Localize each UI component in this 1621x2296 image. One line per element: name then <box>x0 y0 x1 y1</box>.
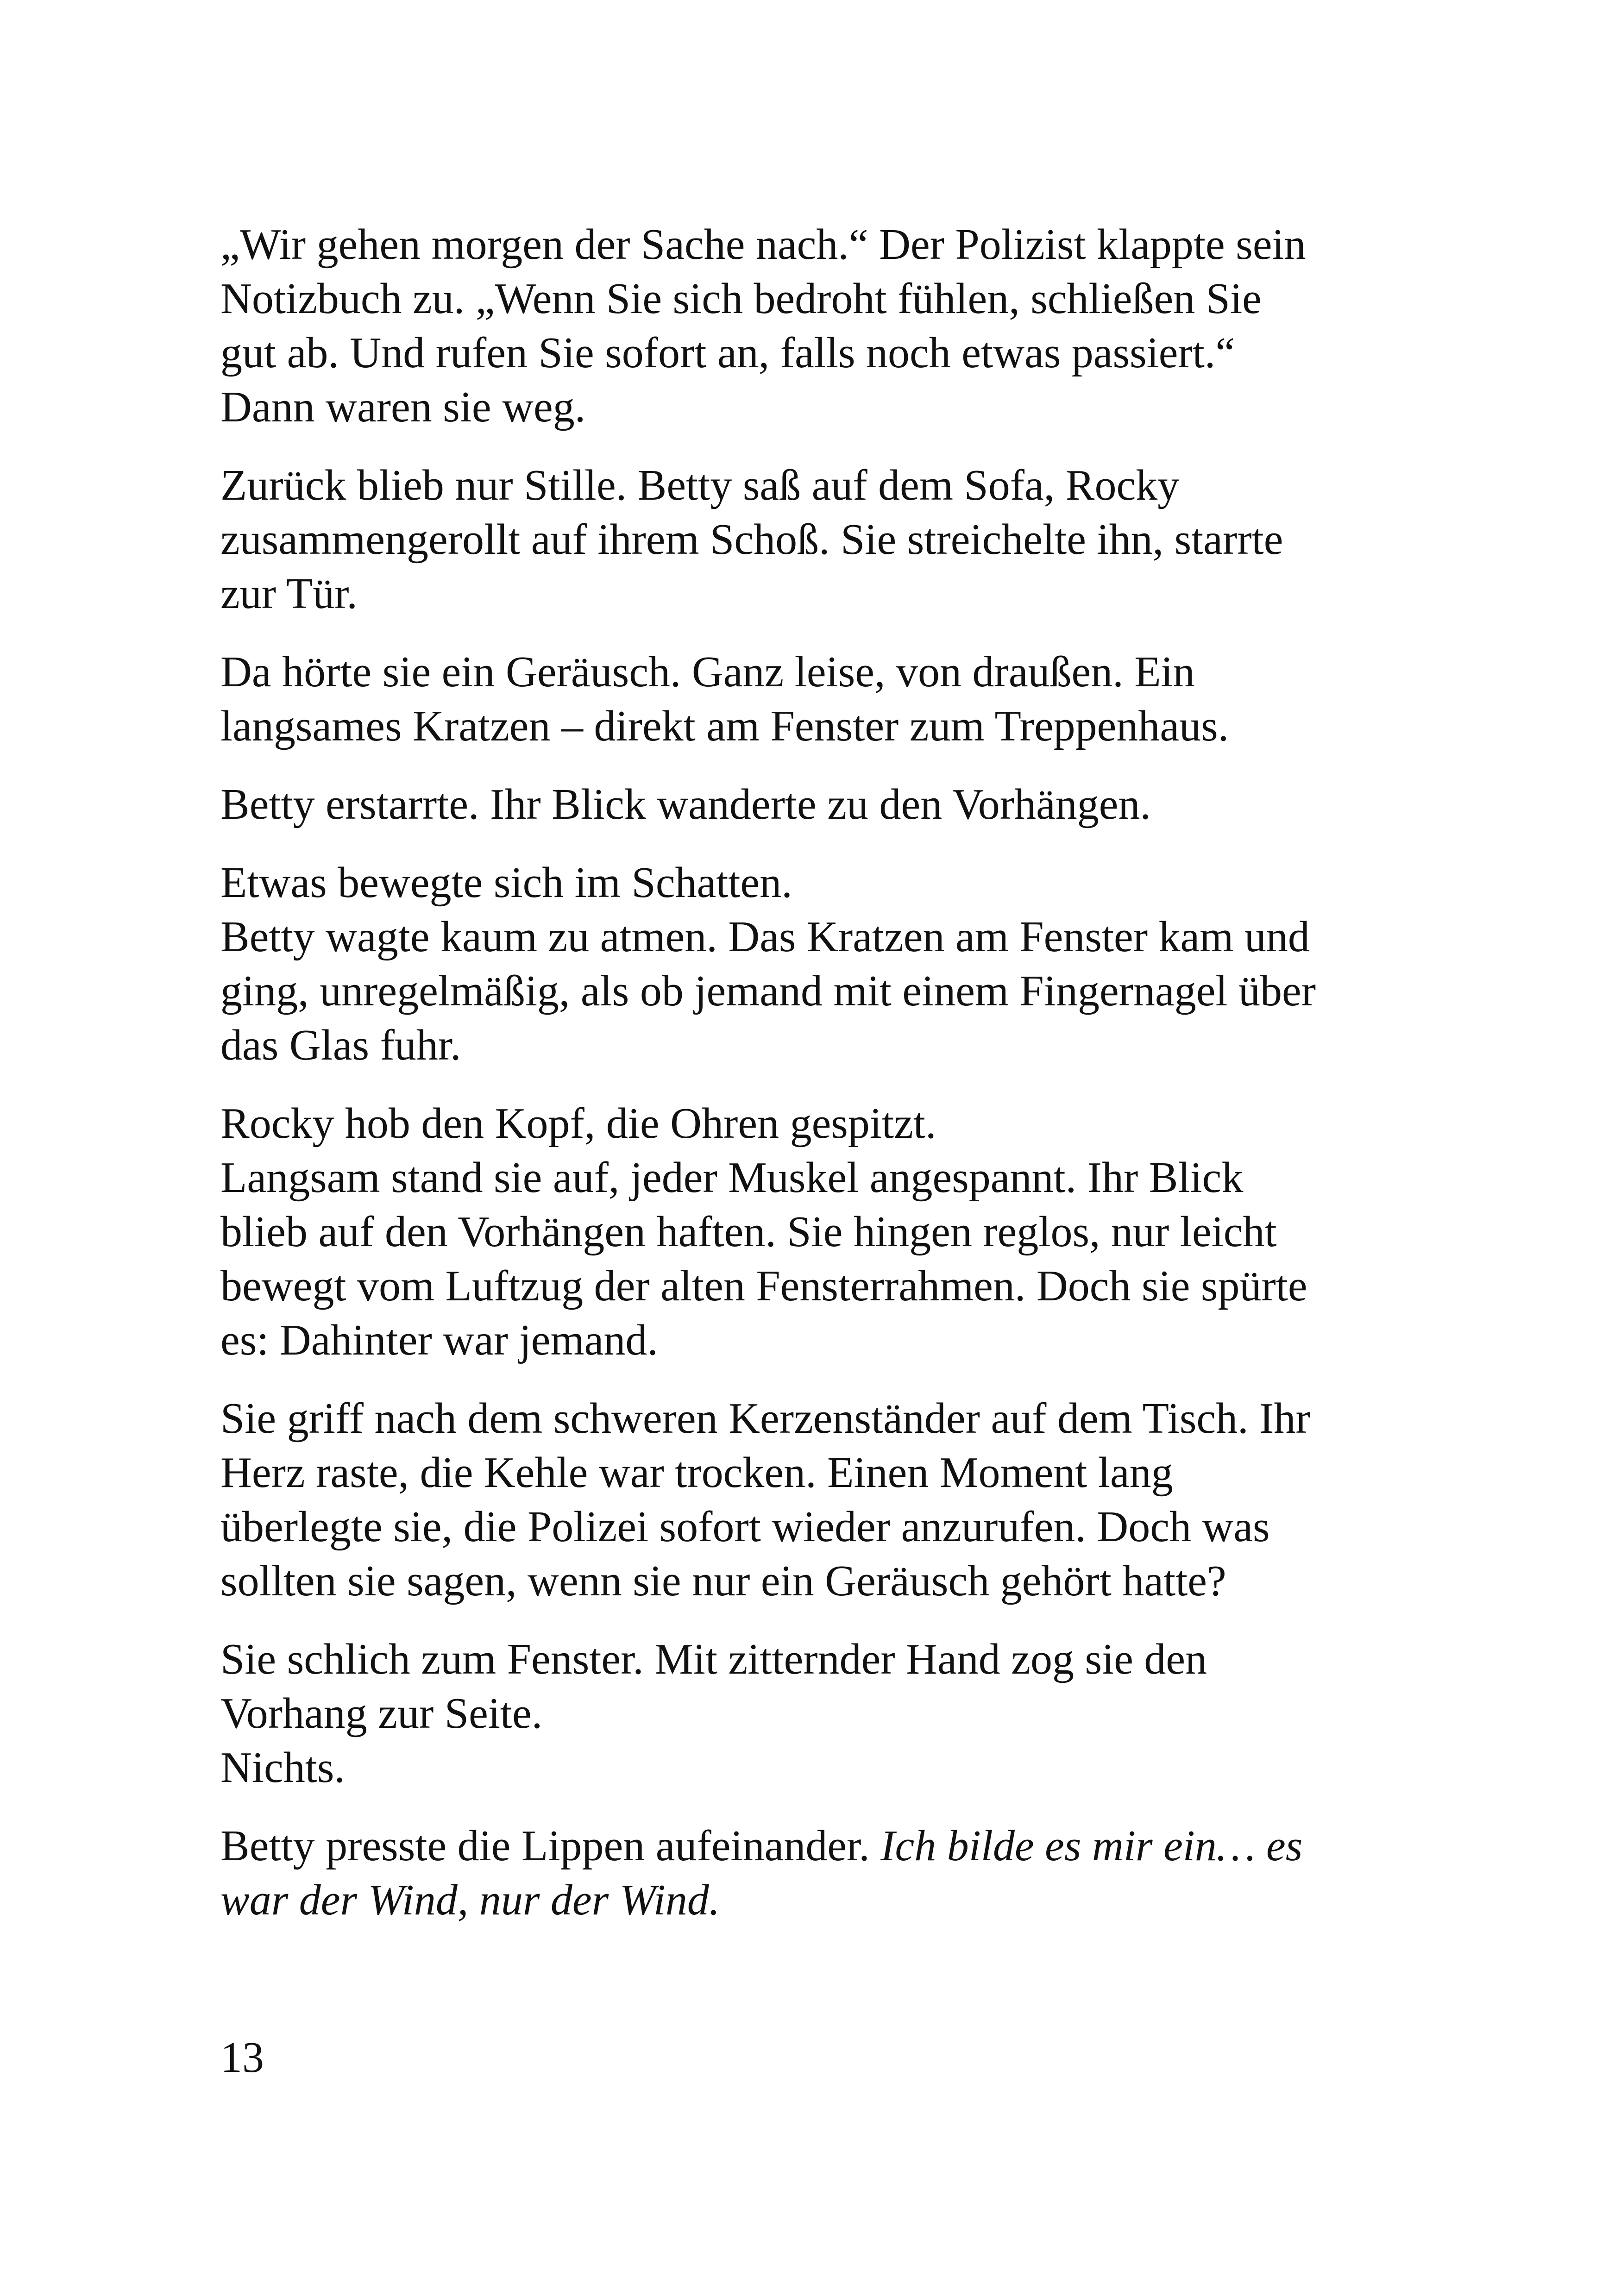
page-number: 13 <box>220 2033 264 2082</box>
text-line: blieb auf den Vorhängen haften. Sie hingen reglos, nur leicht <box>220 1208 1277 1256</box>
text-line: Zurück blieb nur Stille. Betty saß auf dem Sofa, Rocky <box>220 461 1180 509</box>
text-line: Notizbuch zu. „Wenn Sie sich bedroht fühlen, schließen Sie <box>220 275 1262 323</box>
text-line: sollten sie sagen, wenn sie nur ein Geräusch gehört hatte? <box>220 1557 1226 1605</box>
paragraph-1 <box>220 218 1406 434</box>
text-line: ging, unregelmäßig, als ob jemand mit einem Fingernagel über <box>220 967 1316 1015</box>
text-line: Betty erstarrte. Ihr Blick wanderte zu den Vorhängen. <box>220 780 1151 828</box>
paragraph-9 <box>220 1819 1406 1927</box>
text-line: Dann waren sie weg. <box>220 383 586 431</box>
text-line: Herz raste, die Kehle war trocken. Einen Moment lang <box>220 1449 1173 1497</box>
text-line: Betty wagte kaum zu atmen. Das Kratzen am Fenster kam und <box>220 913 1310 961</box>
text-line: Etwas bewegte sich im Schatten. <box>220 859 792 907</box>
text-line: bewegt vom Luftzug der alten Fensterrahmen. Doch sie spürte <box>220 1262 1307 1310</box>
paragraph-4 <box>220 778 1406 832</box>
text-line: das Glas fuhr. <box>220 1021 461 1069</box>
text-line: Nichts. <box>220 1744 345 1792</box>
body-text <box>220 218 1406 1951</box>
text-line: Vorhang zur Seite. <box>220 1689 543 1738</box>
text-line: gut ab. Und rufen Sie sofort an, falls noch etwas passiert.“ <box>220 329 1235 377</box>
paragraph-6 <box>220 1097 1406 1368</box>
text-line: zur Tür. <box>220 570 358 618</box>
text-line: Langsam stand sie auf, jeder Muskel angespannt. Ihr Blick <box>220 1154 1244 1202</box>
paragraph-7 <box>220 1392 1406 1608</box>
paragraph-5 <box>220 856 1406 1073</box>
text-line: Da hörte sie ein Geräusch. Ganz leise, von draußen. Ein <box>220 648 1195 696</box>
paragraph-3 <box>220 645 1406 753</box>
italic-thought: Ich bilde es mir ein… es <box>880 1822 1303 1870</box>
plain-text: Betty presste die Lippen aufeinander. <box>220 1822 881 1870</box>
text-line: überlegte sie, die Polizei sofort wieder anzurufen. Doch was <box>220 1503 1270 1551</box>
italic-thought: war der Wind, nur der Wind. <box>220 1876 720 1924</box>
text-line: „Wir gehen morgen der Sache nach.“ Der Polizist klappte sein <box>220 220 1306 269</box>
text-line: zusammengerollt auf ihrem Schoß. Sie streichelte ihn, starrte <box>220 515 1283 564</box>
text-line: langsames Kratzen – direkt am Fenster zum Treppenhaus. <box>220 702 1229 750</box>
text-line: Sie schlich zum Fenster. Mit zitternder Hand zog sie den <box>220 1635 1207 1683</box>
text-line: Rocky hob den Kopf, die Ohren gespitzt. <box>220 1099 936 1148</box>
text-line: es: Dahinter war jemand. <box>220 1316 658 1364</box>
text-line: Sie griff nach dem schweren Kerzenständer auf dem Tisch. Ihr <box>220 1394 1310 1443</box>
paragraph-2 <box>220 458 1406 621</box>
text-line <box>220 1819 1406 1873</box>
paragraph-8 <box>220 1632 1406 1795</box>
